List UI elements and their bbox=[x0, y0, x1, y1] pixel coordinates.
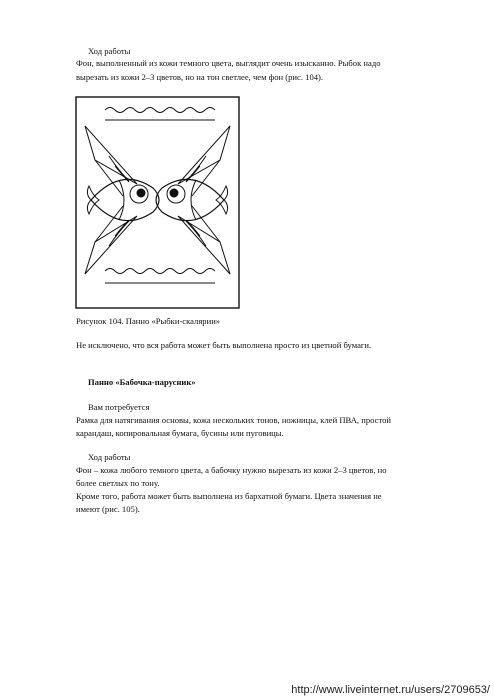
work-line1: Фон – кожа любого темного цвета, а бабочку нужно вырезать из кожи 2–3 цветов, но bbox=[76, 465, 387, 475]
needs-line2: карандаш, копировальная бумага, бусины или пуговицы. bbox=[76, 428, 284, 438]
bottom-wave bbox=[105, 269, 215, 274]
top-wave bbox=[105, 108, 215, 113]
note-paragraph: Не исключено, что вся работа может быть выполнена просто из цветной бумаги. bbox=[76, 340, 372, 350]
panel-frame bbox=[76, 97, 239, 308]
figure-caption: Рисунок 104. Панно «Рыбки-скалярии» bbox=[76, 316, 221, 326]
needs-line1: Рамка для натягивания основы, кожа нескольких тонов, ножницы, клей ПВА, простой bbox=[76, 415, 391, 425]
section1-line2: вырезать из кожи 2–3 цветов, но на тон светлее, чем фон (рис. 104). bbox=[76, 72, 324, 82]
needs-heading: Вам потребуется bbox=[88, 402, 150, 412]
section1-line1: Фон, выполненный из кожи темного цвета, выглядит очень изысканно. Рыбок надо bbox=[76, 58, 381, 68]
watermark-url: http://www.liveinternet.ru/users/2709653/ bbox=[291, 684, 490, 696]
left-fish bbox=[85, 126, 159, 274]
work-line2: более светлых по тону. bbox=[76, 478, 160, 488]
section2-title: Панно «Бабочка-парусник» bbox=[88, 377, 196, 387]
section1-heading: Ход работы bbox=[88, 46, 131, 56]
work-line4: имеют (рис. 105). bbox=[76, 504, 140, 514]
work-line3: Кроме того, работа может быть выполнена из бархатной бумаги. Цвета значения не bbox=[76, 491, 382, 501]
work-heading: Ход работы bbox=[88, 452, 131, 462]
angelfish-panel-figure bbox=[75, 96, 240, 309]
right-fish bbox=[156, 126, 230, 274]
